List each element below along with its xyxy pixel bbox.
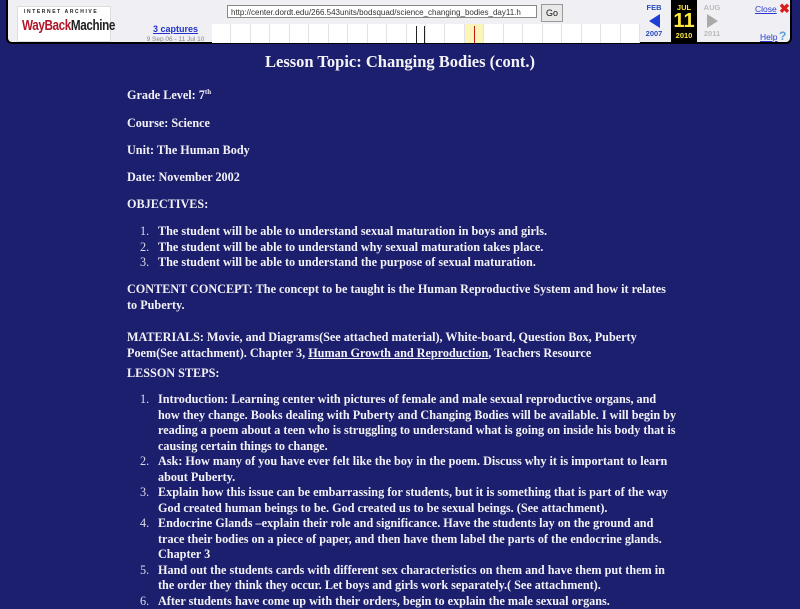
help-link[interactable]: Help xyxy=(760,32,777,42)
objective-item: 2. The student will be able to understand why sexual maturation takes place. xyxy=(140,240,680,256)
lesson-step: 5. Hand out the students cards with different sex characteristics on them and have them put them in the order they think they occur. Let boys and girls work separately.( See attachment). xyxy=(140,563,680,594)
next-arrow-icon xyxy=(707,14,718,28)
materials: MATERIALS: Movie, and Diagrams(See attached material), White-board, Question Box, Puberty Poem(See attachment). Chapter 3, Human Growth and Reproduction, Teachers Resource xyxy=(127,330,667,361)
prev-arrow-icon[interactable] xyxy=(649,14,660,28)
help-icon[interactable]: ? xyxy=(779,29,786,43)
materials-book-link[interactable]: Human Growth and Reproduction xyxy=(308,346,488,360)
lesson-step: 2. Ask: How many of you have ever felt like the boy in the poem. Discuss why it is important to learn about Puberty. xyxy=(140,454,680,485)
current-month: JUL xyxy=(671,3,697,12)
wayback-toolbar xyxy=(6,0,792,44)
objective-item: 1. The student will be able to understand sexual maturation in boys and girls. xyxy=(140,224,680,240)
unit: Unit: The Human Body xyxy=(127,143,250,158)
wayback-logo[interactable] xyxy=(17,6,111,42)
capture-bar[interactable] xyxy=(416,26,418,43)
current-year-cell[interactable] xyxy=(465,24,484,43)
calendar-prev[interactable] xyxy=(640,0,668,44)
go-button[interactable]: Go xyxy=(541,4,563,22)
prev-year: 2007 xyxy=(640,29,668,38)
date: Date: November 2002 xyxy=(127,170,240,185)
url-input[interactable]: http://center.dordt.edu/266.543units/bodsquad/science_changing_bodies_day11.h xyxy=(227,5,537,18)
content-concept: CONTENT CONCEPT: The concept to be taught is the Human Reproductive System and how it relates to Puberty. xyxy=(127,282,667,313)
grade-level: Grade Level: 7th xyxy=(127,88,211,103)
lesson-step: 1. Introduction: Learning center with pictures of female and male sexual reproductive organs, and how they change. Books dealing with Puberty and Changing Bodies will be available. I will begin by reading a poem about a teen who is struggling to understand what is going on inside his body that is causing certain things to change. xyxy=(140,392,680,454)
lesson-step: 3. Explain how this issue can be embarrassing for students, but it is something that is part of the way God created human beings to be. God created us to be sexual beings. (See attachment). xyxy=(140,485,680,516)
calendar-current xyxy=(671,0,697,44)
captures-range: 9 Sep 06 - 11 Jul 10 xyxy=(138,36,213,43)
lesson-step: 6. After students have come up with their orders, begin to explain the male sexual organs. xyxy=(140,594,680,609)
prev-month: FEB xyxy=(640,3,668,12)
lesson-step: 4. Endocrine Glands –explain their role and significance. Have the students lay on the ground and trace their bodies on a piece of paper, and then have them label the parts of the endocrine glands. Chapter 3 xyxy=(140,516,680,563)
current-year: 2010 xyxy=(671,31,697,40)
close-link[interactable]: Close xyxy=(755,4,777,14)
objectives-list xyxy=(140,224,680,271)
calendar-next xyxy=(698,0,726,44)
lesson-steps-heading: LESSON STEPS: xyxy=(127,366,219,381)
capture-bar[interactable] xyxy=(424,26,426,43)
close-icon[interactable]: ✖ xyxy=(779,1,790,17)
logo-main-text: WayBackMachine xyxy=(22,17,115,34)
current-capture-bar[interactable] xyxy=(474,26,476,43)
objective-item: 3. The student will be able to understand the purpose of sexual maturation. xyxy=(140,255,680,271)
course: Course: Science xyxy=(127,116,210,131)
next-month: AUG xyxy=(698,3,726,12)
current-day: 11 xyxy=(671,12,697,30)
logo-top-text: INTERNET ARCHIVE xyxy=(24,9,98,15)
next-year: 2011 xyxy=(698,29,726,38)
page-title: Lesson Topic: Changing Bodies (cont.) xyxy=(0,52,800,72)
capture-sparkline[interactable] xyxy=(212,24,640,43)
objectives-heading: OBJECTIVES: xyxy=(127,197,208,212)
captures-info xyxy=(138,24,213,43)
captures-link[interactable]: 3 captures xyxy=(138,24,213,34)
lesson-steps-list xyxy=(140,392,680,609)
